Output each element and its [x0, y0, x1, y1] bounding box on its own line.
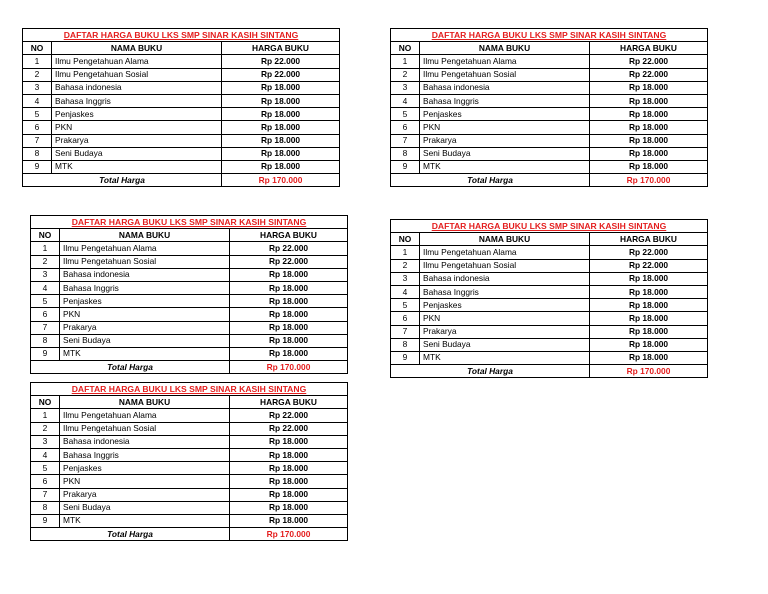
book-no: 6	[31, 308, 60, 321]
book-price: Rp 18.000	[230, 295, 348, 308]
table-row	[23, 55, 340, 68]
header-book-price: HARGA BUKU	[230, 229, 348, 242]
table-title-row	[23, 29, 340, 42]
table-row	[31, 488, 348, 501]
book-price: Rp 18.000	[590, 121, 708, 134]
book-name: MTK	[52, 160, 222, 173]
table-title: DAFTAR HARGA BUKU LKS SMP SINAR KASIH SINTANG	[23, 29, 340, 42]
book-no: 6	[391, 312, 420, 325]
header-no: NO	[391, 42, 420, 55]
table-row	[31, 281, 348, 294]
book-price: Rp 18.000	[222, 81, 340, 94]
book-no: 5	[391, 108, 420, 121]
header-book-price: HARGA BUKU	[590, 233, 708, 246]
table-title-row	[31, 383, 348, 396]
book-price: Rp 18.000	[590, 134, 708, 147]
price-list-table-2	[390, 28, 708, 187]
table-row	[31, 242, 348, 255]
book-no: 3	[31, 435, 60, 448]
header-no: NO	[391, 233, 420, 246]
book-price: Rp 18.000	[590, 338, 708, 351]
table-title-row	[31, 216, 348, 229]
table-header-row	[391, 42, 708, 55]
book-name: PKN	[52, 121, 222, 134]
book-no: 6	[23, 121, 52, 134]
book-no: 8	[31, 334, 60, 347]
book-name: PKN	[420, 312, 590, 325]
book-no: 1	[23, 55, 52, 68]
book-no: 8	[391, 147, 420, 160]
book-no: 9	[391, 160, 420, 173]
book-name: Prakarya	[420, 134, 590, 147]
header-no: NO	[31, 396, 60, 409]
total-label: Total Harga	[391, 365, 590, 378]
total-row	[391, 365, 708, 378]
book-price: Rp 18.000	[590, 351, 708, 364]
header-book-name: NAMA BUKU	[60, 229, 230, 242]
book-price: Rp 18.000	[230, 462, 348, 475]
table-row	[391, 147, 708, 160]
book-price: Rp 18.000	[590, 285, 708, 298]
book-name: Bahasa indonesia	[420, 272, 590, 285]
book-no: 2	[391, 259, 420, 272]
total-value: Rp 170.000	[590, 365, 708, 378]
book-no: 3	[391, 272, 420, 285]
table-row	[31, 462, 348, 475]
book-no: 3	[391, 81, 420, 94]
table-row	[391, 68, 708, 81]
book-price: Rp 22.000	[222, 68, 340, 81]
book-name: Bahasa Inggris	[420, 94, 590, 107]
book-price: Rp 18.000	[230, 501, 348, 514]
book-name: Prakarya	[60, 488, 230, 501]
book-price: Rp 18.000	[590, 147, 708, 160]
book-no: 7	[31, 321, 60, 334]
price-list-table-5	[30, 382, 348, 541]
book-price: Rp 22.000	[590, 259, 708, 272]
book-name: Penjaskes	[60, 462, 230, 475]
book-no: 1	[31, 409, 60, 422]
table-title-row	[391, 29, 708, 42]
table-header-row	[23, 42, 340, 55]
table-row	[31, 295, 348, 308]
table-row	[391, 55, 708, 68]
book-name: Ilmu Pengetahuan Alama	[420, 246, 590, 259]
table-title: DAFTAR HARGA BUKU LKS SMP SINAR KASIH SINTANG	[391, 29, 708, 42]
book-name: MTK	[60, 514, 230, 527]
book-no: 6	[31, 475, 60, 488]
book-price: Rp 22.000	[590, 55, 708, 68]
book-price: Rp 18.000	[590, 312, 708, 325]
book-name: Penjaskes	[52, 108, 222, 121]
book-price: Rp 18.000	[590, 160, 708, 173]
book-name: Bahasa Inggris	[60, 281, 230, 294]
book-name: Bahasa Inggris	[60, 448, 230, 461]
book-name: Bahasa indonesia	[52, 81, 222, 94]
total-row	[31, 528, 348, 541]
book-price: Rp 18.000	[230, 334, 348, 347]
book-name: Bahasa indonesia	[60, 435, 230, 448]
book-no: 4	[31, 448, 60, 461]
book-no: 1	[31, 242, 60, 255]
table-title: DAFTAR HARGA BUKU LKS SMP SINAR KASIH SINTANG	[391, 220, 708, 233]
table-row	[31, 347, 348, 360]
book-name: Seni Budaya	[420, 338, 590, 351]
book-price: Rp 18.000	[590, 94, 708, 107]
book-name: PKN	[420, 121, 590, 134]
book-name: Prakarya	[420, 325, 590, 338]
book-price: Rp 22.000	[590, 246, 708, 259]
book-name: Ilmu Pengetahuan Alama	[60, 242, 230, 255]
book-price: Rp 18.000	[222, 160, 340, 173]
book-no: 7	[31, 488, 60, 501]
book-name: Prakarya	[52, 134, 222, 147]
book-name: Bahasa Inggris	[420, 285, 590, 298]
book-no: 9	[31, 347, 60, 360]
table-row	[391, 312, 708, 325]
book-price: Rp 22.000	[230, 422, 348, 435]
book-name: Ilmu Pengetahuan Alama	[420, 55, 590, 68]
book-no: 3	[31, 268, 60, 281]
table-row	[31, 268, 348, 281]
table-row	[23, 147, 340, 160]
book-name: Ilmu Pengetahuan Sosial	[52, 68, 222, 81]
price-list-table-4	[390, 219, 708, 378]
book-price: Rp 18.000	[590, 108, 708, 121]
book-name: PKN	[60, 475, 230, 488]
book-no: 1	[391, 246, 420, 259]
price-list-table-3	[30, 215, 348, 374]
book-no: 2	[23, 68, 52, 81]
table-header-row	[31, 396, 348, 409]
table-row	[391, 81, 708, 94]
header-no: NO	[23, 42, 52, 55]
book-name: Ilmu Pengetahuan Sosial	[60, 422, 230, 435]
table-row	[23, 108, 340, 121]
book-no: 2	[31, 255, 60, 268]
header-book-price: HARGA BUKU	[222, 42, 340, 55]
book-price: Rp 18.000	[222, 121, 340, 134]
book-price: Rp 18.000	[590, 272, 708, 285]
book-name: Ilmu Pengetahuan Sosial	[60, 255, 230, 268]
table-row	[391, 259, 708, 272]
book-price: Rp 18.000	[222, 94, 340, 107]
table-row	[391, 94, 708, 107]
book-no: 7	[23, 134, 52, 147]
book-no: 9	[31, 514, 60, 527]
table-title: DAFTAR HARGA BUKU LKS SMP SINAR KASIH SINTANG	[31, 383, 348, 396]
book-name: Bahasa indonesia	[60, 268, 230, 281]
table-row	[391, 351, 708, 364]
book-name: PKN	[60, 308, 230, 321]
table-row	[391, 325, 708, 338]
book-price: Rp 18.000	[230, 321, 348, 334]
header-book-name: NAMA BUKU	[420, 42, 590, 55]
table-header-row	[31, 229, 348, 242]
book-price: Rp 18.000	[590, 325, 708, 338]
book-price: Rp 22.000	[230, 242, 348, 255]
table-row	[391, 121, 708, 134]
book-name: MTK	[420, 351, 590, 364]
table-row	[23, 160, 340, 173]
total-row	[31, 361, 348, 374]
book-no: 5	[23, 108, 52, 121]
table-row	[31, 435, 348, 448]
book-no: 2	[391, 68, 420, 81]
book-name: MTK	[420, 160, 590, 173]
table-row	[31, 308, 348, 321]
book-no: 5	[31, 295, 60, 308]
table-row	[23, 94, 340, 107]
price-list-table-1	[22, 28, 340, 187]
book-name: Ilmu Pengetahuan Sosial	[420, 68, 590, 81]
book-name: Seni Budaya	[52, 147, 222, 160]
header-book-name: NAMA BUKU	[420, 233, 590, 246]
book-name: Seni Budaya	[60, 334, 230, 347]
table-row	[391, 338, 708, 351]
book-name: Seni Budaya	[60, 501, 230, 514]
table-row	[31, 501, 348, 514]
header-book-price: HARGA BUKU	[230, 396, 348, 409]
table-row	[391, 134, 708, 147]
book-name: MTK	[60, 347, 230, 360]
book-no: 5	[31, 462, 60, 475]
book-price: Rp 18.000	[222, 108, 340, 121]
book-price: Rp 18.000	[230, 475, 348, 488]
total-row	[23, 174, 340, 187]
book-name: Prakarya	[60, 321, 230, 334]
book-no: 6	[391, 121, 420, 134]
book-price: Rp 22.000	[222, 55, 340, 68]
book-name: Penjaskes	[420, 108, 590, 121]
header-book-name: NAMA BUKU	[52, 42, 222, 55]
book-no: 4	[23, 94, 52, 107]
book-price: Rp 18.000	[230, 281, 348, 294]
book-price: Rp 18.000	[230, 347, 348, 360]
book-price: Rp 22.000	[230, 255, 348, 268]
table-row	[391, 299, 708, 312]
table-row	[23, 68, 340, 81]
book-name: Seni Budaya	[420, 147, 590, 160]
total-row	[391, 174, 708, 187]
total-label: Total Harga	[31, 361, 230, 374]
book-price: Rp 18.000	[230, 268, 348, 281]
book-no: 2	[31, 422, 60, 435]
book-price: Rp 18.000	[230, 308, 348, 321]
table-row	[31, 409, 348, 422]
book-price: Rp 18.000	[230, 448, 348, 461]
table-header-row	[391, 233, 708, 246]
book-no: 1	[391, 55, 420, 68]
header-no: NO	[31, 229, 60, 242]
book-no: 7	[391, 134, 420, 147]
book-price: Rp 18.000	[230, 435, 348, 448]
book-name: Bahasa indonesia	[420, 81, 590, 94]
book-price: Rp 18.000	[590, 299, 708, 312]
book-name: Bahasa Inggris	[52, 94, 222, 107]
table-row	[23, 81, 340, 94]
table-row	[391, 160, 708, 173]
table-row	[31, 255, 348, 268]
table-row	[23, 121, 340, 134]
table-row	[31, 334, 348, 347]
total-value: Rp 170.000	[222, 174, 340, 187]
book-no: 4	[31, 281, 60, 294]
table-row	[31, 514, 348, 527]
table-row	[31, 475, 348, 488]
book-price: Rp 22.000	[590, 68, 708, 81]
table-row	[391, 272, 708, 285]
table-title: DAFTAR HARGA BUKU LKS SMP SINAR KASIH SINTANG	[31, 216, 348, 229]
book-no: 3	[23, 81, 52, 94]
table-title-row	[391, 220, 708, 233]
book-no: 8	[23, 147, 52, 160]
table-row	[31, 448, 348, 461]
book-no: 5	[391, 299, 420, 312]
total-label: Total Harga	[23, 174, 222, 187]
total-value: Rp 170.000	[590, 174, 708, 187]
book-no: 9	[391, 351, 420, 364]
book-no: 4	[391, 94, 420, 107]
book-price: Rp 18.000	[222, 134, 340, 147]
book-price: Rp 18.000	[222, 147, 340, 160]
book-no: 7	[391, 325, 420, 338]
total-value: Rp 170.000	[230, 528, 348, 541]
book-price: Rp 22.000	[230, 409, 348, 422]
table-row	[391, 108, 708, 121]
book-no: 4	[391, 285, 420, 298]
header-book-name: NAMA BUKU	[60, 396, 230, 409]
total-value: Rp 170.000	[230, 361, 348, 374]
book-name: Penjaskes	[420, 299, 590, 312]
total-label: Total Harga	[391, 174, 590, 187]
book-price: Rp 18.000	[230, 488, 348, 501]
book-name: Ilmu Pengetahuan Sosial	[420, 259, 590, 272]
table-row	[31, 321, 348, 334]
book-name: Ilmu Pengetahuan Alama	[52, 55, 222, 68]
book-price: Rp 18.000	[590, 81, 708, 94]
book-name: Penjaskes	[60, 295, 230, 308]
table-row	[391, 246, 708, 259]
table-row	[31, 422, 348, 435]
total-label: Total Harga	[31, 528, 230, 541]
book-no: 8	[31, 501, 60, 514]
book-no: 9	[23, 160, 52, 173]
table-row	[23, 134, 340, 147]
book-price: Rp 18.000	[230, 514, 348, 527]
book-no: 8	[391, 338, 420, 351]
book-name: Ilmu Pengetahuan Alama	[60, 409, 230, 422]
header-book-price: HARGA BUKU	[590, 42, 708, 55]
table-row	[391, 285, 708, 298]
